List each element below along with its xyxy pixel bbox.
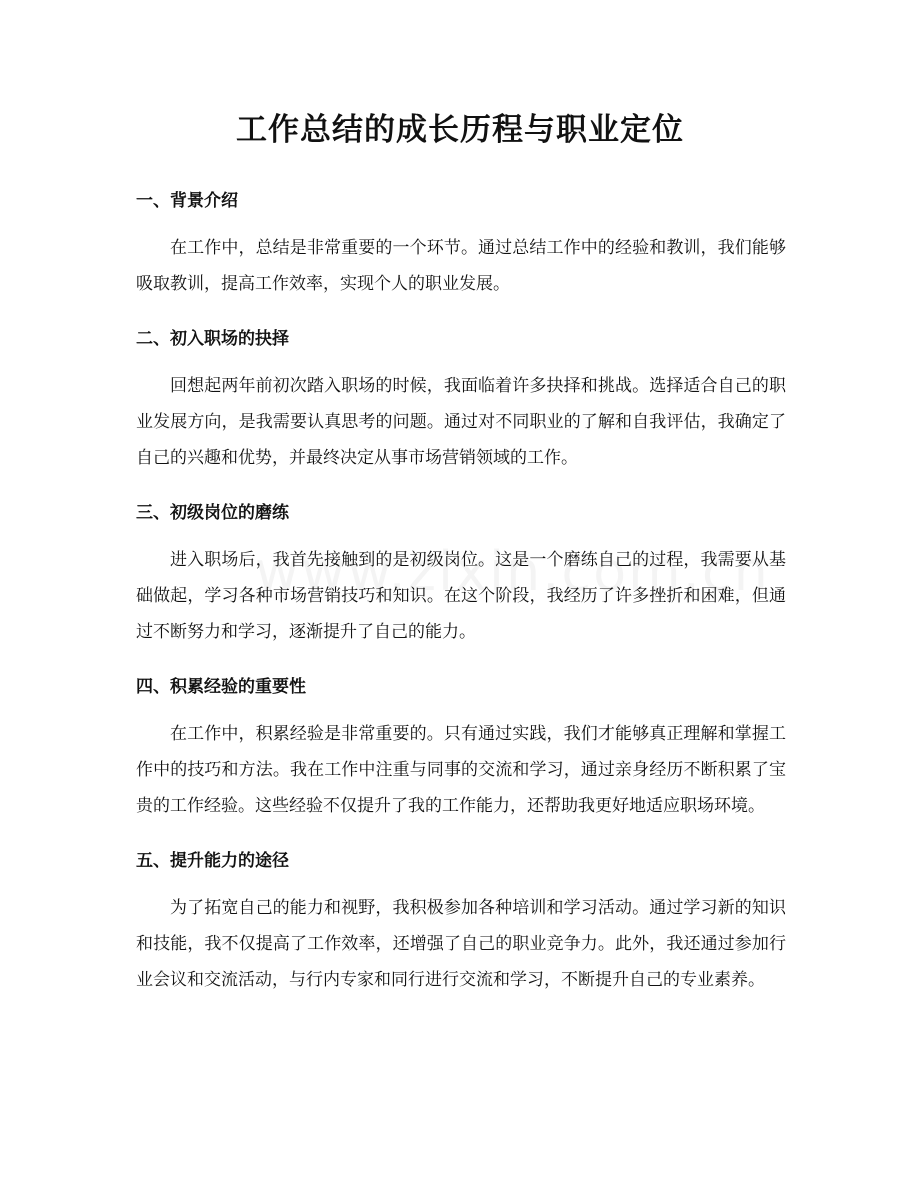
section-paragraph-improve-ability: 为了拓宽自己的能力和视野，我积极参加各种培训和学习活动。通过学习新的知识和技能，我不仅提高了工作效率，还增强了自己的职业竞争力。此外，我还通过参加行业会议和交流活动，与行内专家和同行进行交流和学习，不断提升自己的专业素养。 — [136, 898, 786, 990]
section-heading-junior-position: 三、初级岗位的磨练 — [136, 503, 289, 523]
section-paragraph-experience: 在工作中，积累经验是非常重要的。只有通过实践，我们才能够真正理解和掌握工作中的技巧和方法。我在工作中注重与同事的交流和学习，通过亲身经历不断积累了宝贵的工作经验。这些经验不仅提升了我的工作能力，还帮助我更好地适应职场环境。 — [136, 724, 786, 816]
page-title: 工作总结的成长历程与职业定位 — [236, 112, 684, 148]
section-paragraph-junior-position: 进入职场后，我首先接触到的是初级岗位。这是一个磨练自己的过程，我需要从基础做起，学习各种市场营销技巧和知识。在这个阶段，我经历了许多挫折和困难，但通过不断努力和学习，逐渐提升了自己的能力。 — [136, 550, 786, 642]
section-heading-background: 一、背景介绍 — [136, 191, 238, 211]
section-heading-experience: 四、积累经验的重要性 — [136, 677, 306, 697]
section-paragraph-career-choice: 回想起两年前初次踏入职场的时候，我面临着许多抉择和挑战。选择适合自己的职业发展方向，是我需要认真思考的问题。通过对不同职业的了解和自我评估，我确定了自己的兴趣和优势，并最终决定从事市场营销领域的工作。 — [136, 376, 786, 468]
section-heading-improve-ability: 五、提升能力的途径 — [136, 851, 289, 871]
document-body — [136, 186, 786, 1020]
section-heading-career-choice: 二、初入职场的抉择 — [136, 329, 289, 349]
section-paragraph-background: 在工作中，总结是非常重要的一个环节。通过总结工作中的经验和教训，我们能够吸取教训，提高工作效率，实现个人的职业发展。 — [136, 238, 786, 294]
